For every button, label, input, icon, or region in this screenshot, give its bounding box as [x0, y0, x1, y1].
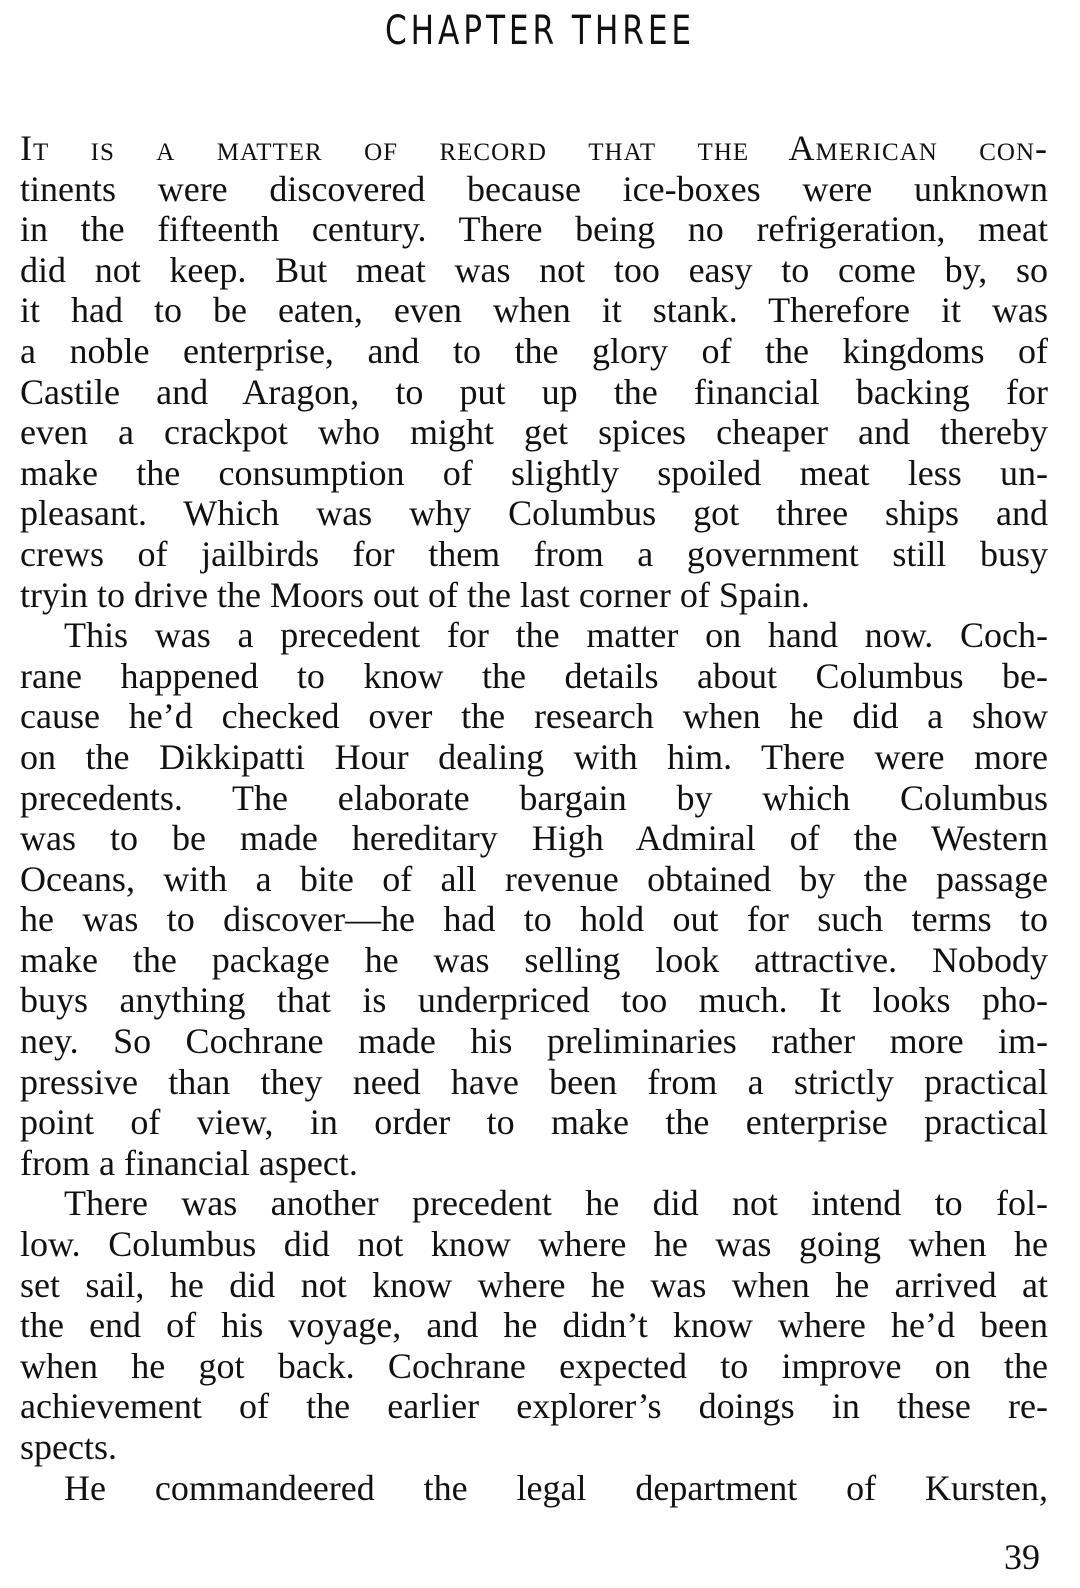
- text-line: Oceans, with a bite of all revenue obtained by the passage: [20, 858, 1048, 899]
- text-line: make the package he was selling look attractive. Nobody: [20, 939, 1048, 980]
- text-line: tinents were discovered because ice-boxes were unknown: [20, 168, 1048, 209]
- text-line: on the Dikkipatti Hour dealing with him. There were more: [20, 736, 1048, 777]
- text-line: point of view, in order to make the enterprise practical: [20, 1102, 1048, 1143]
- text-line: low. Columbus did not know where he was going when he: [20, 1224, 1048, 1265]
- text-line: did not keep. But meat was not too easy to come by, so: [20, 249, 1048, 290]
- text-line: in the fifteenth century. There being no refrigeration, meat: [20, 209, 1048, 250]
- text-line: when he got back. Cochrane expected to improve on the: [20, 1345, 1048, 1386]
- page-number: 39: [1004, 1537, 1040, 1577]
- text-line: crews of jailbirds for them from a government still busy: [20, 533, 1048, 574]
- text-line: he was to discover—he had to hold out for such terms to: [20, 899, 1048, 940]
- text-line: set sail, he did not know where he was when he arrived at: [20, 1264, 1048, 1305]
- body-text: [20, 128, 1048, 1508]
- text-line: achievement of the earlier explorer’s doings in these re-: [20, 1386, 1048, 1427]
- text-line: from a financial aspect.: [20, 1142, 358, 1183]
- text-line: the end of his voyage, and he didn’t know where he’d been: [20, 1305, 1048, 1346]
- text-line: rane happened to know the details about Columbus be-: [20, 655, 1048, 696]
- chapter-title: CHAPTER THREE: [384, 8, 696, 54]
- text-line: was to be made hereditary High Admiral of the Western: [20, 818, 1048, 859]
- text-line: There was another precedent he did not intend to fol-: [64, 1183, 1048, 1224]
- text-line: ney. So Cochrane made his preliminaries rather more im-: [20, 1021, 1048, 1062]
- text-line: Castile and Aragon, to put up the financial backing for: [20, 371, 1048, 412]
- text-line: precedents. The elaborate bargain by which Columbus: [20, 777, 1048, 818]
- text-line: it had to be eaten, even when it stank. Therefore it was: [20, 290, 1048, 331]
- text-line: pressive than they need have been from a strictly practical: [20, 1061, 1048, 1102]
- text-line: a noble enterprise, and to the glory of the kingdoms of: [20, 330, 1048, 371]
- text-line: cause he’d checked over the research when he did a show: [20, 696, 1048, 737]
- text-line: even a crackpot who might get spices cheaper and thereby: [20, 412, 1048, 453]
- text-line: tryin to drive the Moors out of the last corner of Spain.: [20, 574, 810, 615]
- text-line: This was a precedent for the matter on hand now. Coch-: [64, 615, 1048, 656]
- opening-line: It is a matter of record that the American con-: [20, 128, 1048, 168]
- text-line: pleasant. Which was why Columbus got three ships and: [20, 493, 1048, 534]
- text-line: make the consumption of slightly spoiled meat less un-: [20, 452, 1048, 493]
- text-line: He commandeered the legal department of Kursten,: [64, 1467, 1048, 1508]
- text-line: buys anything that is underpriced too much. It looks pho-: [20, 980, 1048, 1021]
- text-line: spects.: [20, 1427, 117, 1467]
